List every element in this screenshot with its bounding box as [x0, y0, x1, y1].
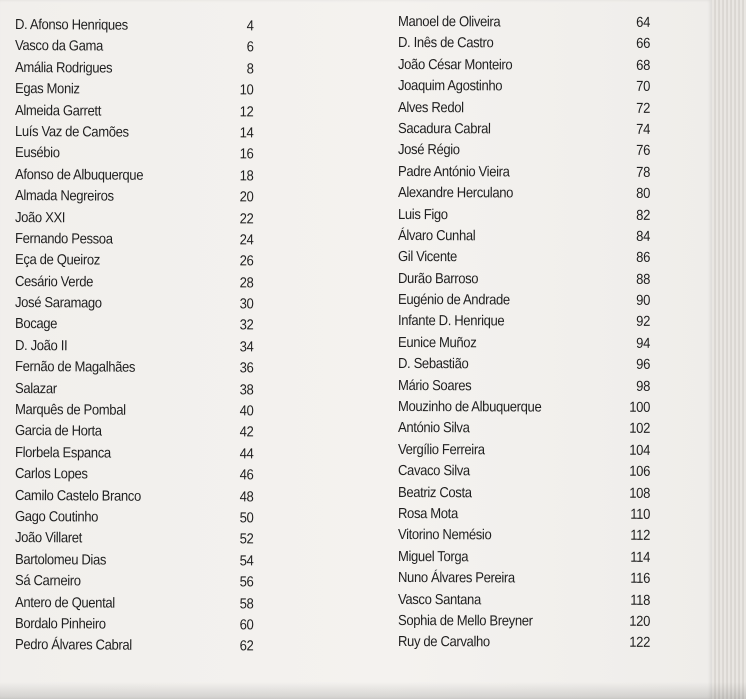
- index-entry: [398, 204, 650, 226]
- entry-page-number: 8: [246, 61, 254, 78]
- index-entry: [15, 57, 254, 80]
- entry-page-number: 62: [239, 638, 254, 655]
- entry-page-number: 48: [239, 488, 254, 506]
- entry-name: Vasco da Gama: [14, 38, 103, 55]
- entry-name: Carlos Lopes: [14, 466, 88, 483]
- index-entry: [15, 100, 254, 123]
- entry-name: Eça de Queiroz: [14, 252, 100, 269]
- entry-page-number: 96: [636, 357, 651, 374]
- entry-page-number: 72: [636, 100, 651, 117]
- entry-name: Camilo Castelo Branco: [14, 487, 141, 505]
- entry-name: Bartolomeu Dias: [14, 551, 107, 569]
- entry-page-number: 100: [629, 399, 651, 416]
- entry-page-number: 122: [629, 635, 651, 652]
- entry-page-number: 88: [636, 271, 651, 288]
- entry-page-number: 42: [239, 424, 254, 441]
- index-entry: [398, 503, 650, 525]
- entry-name: Padre António Vieira: [397, 163, 510, 181]
- entry-page-number: 60: [239, 617, 254, 634]
- entry-name: Miguel Torga: [397, 548, 469, 566]
- index-entry: [15, 506, 254, 529]
- entry-page-number: 98: [636, 378, 651, 395]
- entry-page-number: 64: [636, 14, 651, 31]
- index-column-right: [398, 11, 678, 653]
- index-entry: [398, 439, 650, 461]
- index-entry: [15, 35, 254, 58]
- entry-name: Eugénio de Andrade: [397, 292, 510, 309]
- entry-name: D. Inês de Castro: [397, 35, 494, 52]
- index-entry: [398, 375, 650, 397]
- entry-name: Fernão de Magalhães: [14, 359, 136, 376]
- index-entry: [15, 164, 254, 187]
- entry-page-number: 44: [239, 446, 254, 463]
- entry-page-number: 58: [239, 595, 254, 613]
- index-entry: [15, 634, 254, 657]
- entry-name: António Silva: [397, 420, 470, 437]
- entry-name: Egas Moniz: [14, 81, 80, 98]
- entry-page-number: 46: [239, 467, 254, 484]
- entry-name: Pedro Álvares Cabral: [14, 637, 132, 655]
- entry-name: Luís Vaz de Camões: [14, 123, 129, 141]
- entry-page-number: 32: [239, 317, 254, 334]
- entry-page-number: 66: [636, 36, 651, 53]
- entry-name: Eusébio: [14, 145, 60, 162]
- entry-name: Álvaro Cunhal: [397, 227, 476, 245]
- index-entry: [15, 335, 254, 358]
- index-entry: [15, 399, 254, 422]
- entry-page-number: 28: [239, 275, 254, 292]
- entry-page-number: 84: [636, 228, 651, 245]
- entry-name: Nuno Álvares Pereira: [397, 570, 515, 587]
- entry-name: Eunice Muñoz: [397, 334, 477, 352]
- entry-name: Vitorino Nemésio: [397, 527, 492, 544]
- index-entry: [15, 592, 254, 615]
- entry-page-number: 34: [239, 339, 254, 356]
- index-entry: [15, 207, 254, 230]
- index-entry: [398, 97, 650, 119]
- index-entry: [15, 463, 254, 486]
- entry-page-number: 38: [239, 382, 254, 399]
- entry-page-number: 106: [629, 464, 651, 481]
- entry-page-number: 70: [636, 79, 651, 96]
- entry-name: Bordalo Pinheiro: [14, 615, 106, 633]
- index-entry: [15, 313, 254, 336]
- index-entry: [398, 310, 650, 332]
- entry-name: Sophia de Mello Breyner: [397, 612, 533, 630]
- entry-page-number: 76: [636, 143, 651, 160]
- index-entry: [398, 546, 650, 568]
- entry-page-number: 12: [239, 103, 254, 121]
- entry-name: Amália Rodrigues: [14, 59, 113, 77]
- entry-page-number: 52: [239, 531, 254, 548]
- index-entry: [398, 11, 650, 33]
- entry-name: Cavaco Silva: [397, 463, 470, 480]
- index-entry: [15, 420, 254, 443]
- entry-page-number: 114: [630, 549, 651, 566]
- entry-page-number: 120: [629, 613, 651, 630]
- index-entry: [15, 271, 254, 294]
- index-entry: [15, 14, 254, 37]
- index-entry: [15, 121, 254, 144]
- index-entry: [398, 332, 650, 354]
- entry-name: Almada Negreiros: [14, 188, 114, 205]
- entry-page-number: 18: [239, 168, 254, 185]
- index-entry: [398, 631, 650, 653]
- entry-page-number: 108: [629, 485, 651, 502]
- entry-name: Manoel de Oliveira: [397, 14, 501, 31]
- entry-page-number: 68: [636, 57, 651, 74]
- entry-name: João XXI: [14, 209, 66, 226]
- entry-name: Sá Carneiro: [14, 573, 81, 590]
- index-entry: [15, 249, 254, 272]
- index-entry: [398, 161, 650, 183]
- entry-name: D. Sebastião: [397, 356, 469, 373]
- entry-name: Almeida Garrett: [14, 102, 102, 120]
- index-entry: [15, 78, 254, 101]
- index-column-left: [15, 14, 280, 656]
- index-entry: [398, 75, 650, 97]
- entry-name: D. João II: [14, 337, 68, 355]
- entry-name: José Saramago: [14, 295, 102, 312]
- entry-page-number: 4: [246, 18, 254, 35]
- entry-name: Vasco Santana: [397, 591, 481, 608]
- entry-page-number: 78: [636, 164, 651, 181]
- index-entry: [15, 442, 254, 465]
- index-entry: [15, 292, 254, 315]
- entry-page-number: 36: [239, 360, 254, 377]
- entry-page-number: 56: [239, 574, 254, 591]
- entry-page-number: 102: [629, 421, 651, 438]
- entry-name: Fernando Pessoa: [14, 230, 113, 248]
- entry-name: Beatriz Costa: [397, 484, 472, 501]
- entry-page-number: 104: [629, 442, 651, 459]
- entry-page-number: 14: [239, 125, 254, 142]
- index-entry: [398, 289, 650, 311]
- entry-page-number: 22: [239, 210, 254, 227]
- index-entry: [15, 228, 254, 251]
- index-entry: [398, 567, 650, 589]
- entry-name: Gil Vicente: [397, 249, 457, 266]
- index-entry: [398, 139, 650, 161]
- entry-page-number: 10: [239, 82, 254, 99]
- entry-name: Durão Barroso: [397, 270, 479, 287]
- entry-name: Antero de Quental: [14, 594, 115, 612]
- entry-name: D. Afonso Henriques: [14, 17, 128, 34]
- entry-name: Bocage: [14, 316, 58, 333]
- entry-name: Mouzinho de Albuquerque: [397, 399, 542, 416]
- index-entry: [398, 589, 650, 611]
- index-entry: [15, 142, 254, 165]
- entry-name: Marquês de Pombal: [14, 402, 126, 419]
- entry-page-number: 40: [239, 403, 254, 420]
- entry-page-number: 16: [239, 146, 254, 163]
- entry-page-number: 112: [630, 528, 651, 545]
- entry-name: Joaquim Agostinho: [397, 78, 503, 95]
- entry-name: Florbela Espanca: [14, 444, 111, 462]
- entry-name: Salazar: [14, 380, 57, 397]
- entry-name: Mário Soares: [397, 377, 472, 394]
- index-entry: [15, 570, 254, 593]
- index-entry: [398, 524, 650, 546]
- entry-name: José Régio: [397, 142, 460, 159]
- entry-name: Afonso de Albuquerque: [14, 166, 144, 184]
- entry-page-number: 26: [239, 253, 254, 270]
- entry-page-number: 20: [239, 189, 254, 206]
- index-entry: [15, 356, 254, 379]
- index-entry: [15, 549, 254, 572]
- index-entry: [15, 185, 254, 208]
- entry-name: Garcia de Horta: [14, 423, 102, 440]
- entry-page-number: 94: [636, 335, 651, 352]
- entry-page-number: 110: [630, 506, 651, 523]
- entry-page-number: 86: [636, 250, 651, 267]
- entry-page-number: 50: [239, 510, 254, 527]
- entry-page-number: 82: [636, 207, 651, 224]
- entry-name: Rosa Mota: [397, 505, 458, 523]
- entry-name: Gago Coutinho: [14, 508, 99, 526]
- page-bottom-shadow: [0, 682, 746, 699]
- index-entry: [398, 54, 650, 76]
- entry-page-number: 90: [636, 292, 651, 309]
- index-entry: [398, 396, 650, 418]
- entry-name: João Villaret: [14, 530, 82, 547]
- entry-page-number: 6: [246, 39, 254, 56]
- index-entry: [15, 613, 254, 636]
- entry-name: Alexandre Herculano: [397, 185, 514, 202]
- index-entry: [398, 32, 650, 54]
- index-entry: [398, 246, 650, 268]
- book-page-edges: [712, 0, 746, 699]
- index-entry: [398, 268, 650, 290]
- index-entry: [15, 485, 254, 508]
- entry-page-number: 54: [239, 553, 254, 570]
- index-entry: [398, 460, 650, 482]
- entry-name: Infante D. Henrique: [397, 313, 505, 330]
- entry-name: Sacadura Cabral: [397, 120, 491, 138]
- entry-name: Alves Redol: [397, 99, 464, 116]
- entry-name: Cesário Verde: [14, 273, 94, 291]
- entry-name: Luis Figo: [397, 206, 448, 223]
- index-entry: [398, 118, 650, 140]
- index-entry: [15, 527, 254, 550]
- index-entry: [15, 378, 254, 401]
- index-entry: [398, 182, 650, 204]
- entry-page-number: 116: [630, 570, 651, 588]
- entry-page-number: 92: [636, 314, 651, 331]
- entry-page-number: 24: [239, 232, 254, 249]
- entry-name: Vergílio Ferreira: [397, 441, 485, 459]
- index-entry: [398, 610, 650, 632]
- entry-page-number: 30: [239, 296, 254, 313]
- index-entry: [398, 353, 650, 375]
- entry-page-number: 74: [636, 121, 651, 138]
- index-entry: [398, 417, 650, 439]
- entry-name: Ruy de Carvalho: [397, 634, 490, 651]
- index-entry: [398, 482, 650, 504]
- entry-page-number: 80: [636, 185, 651, 203]
- entry-name: João César Monteiro: [397, 56, 513, 74]
- index-entry: [398, 225, 650, 247]
- entry-page-number: 118: [630, 592, 651, 609]
